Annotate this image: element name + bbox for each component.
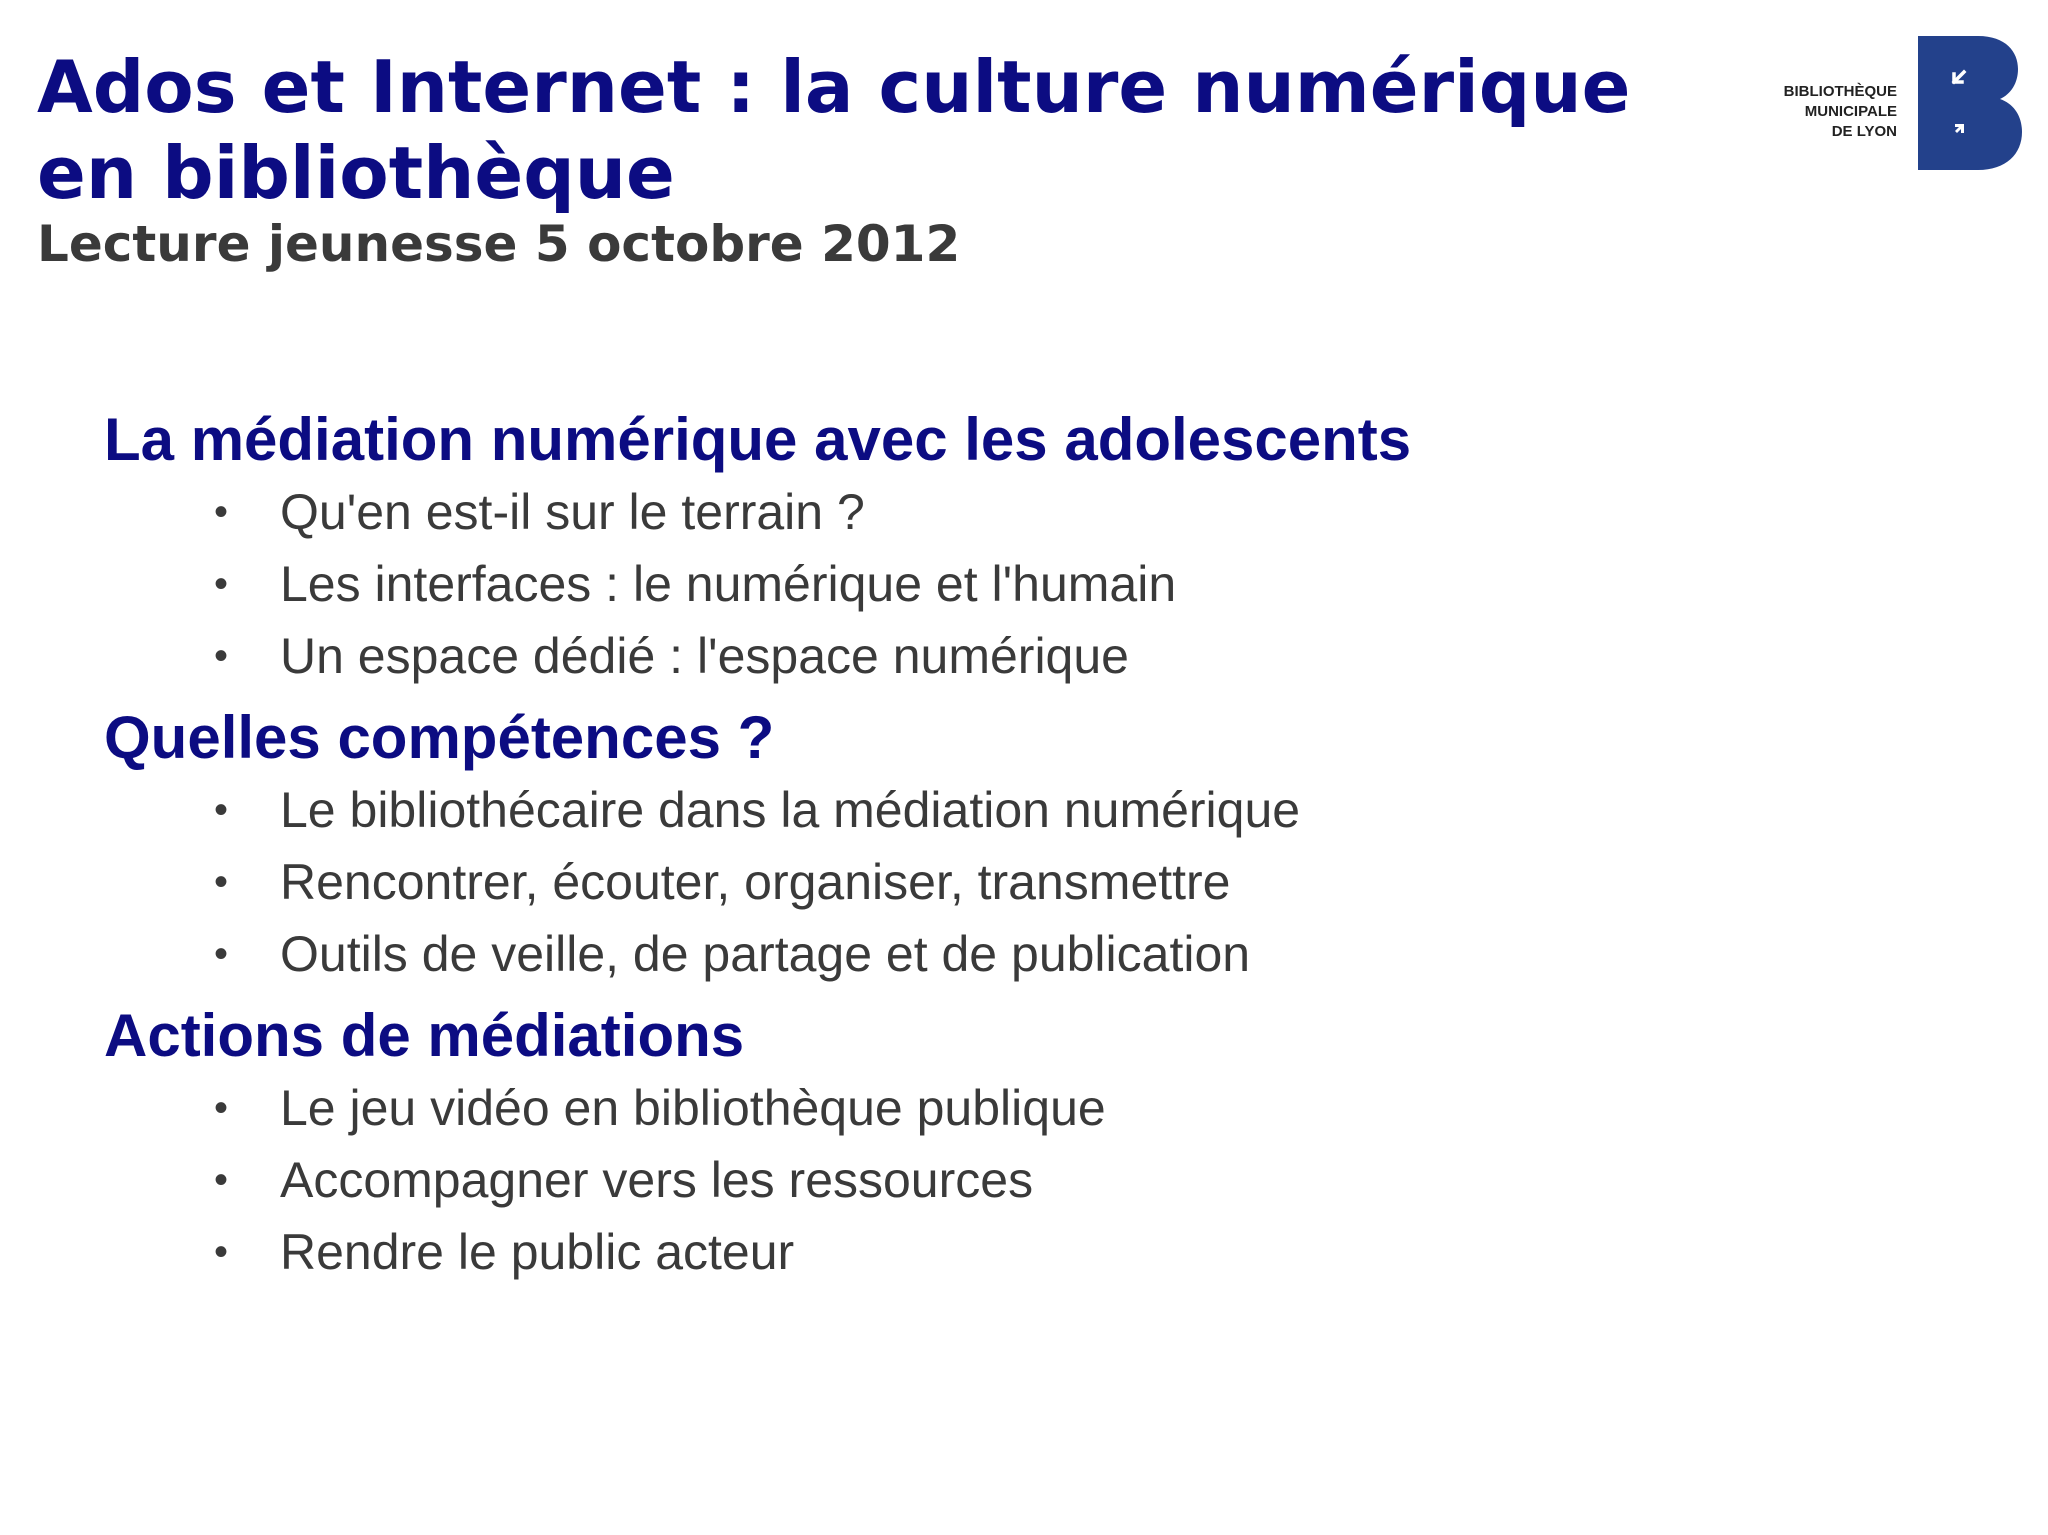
list-item-text: Accompagner vers les ressources xyxy=(280,1152,1034,1208)
bullet-icon: • xyxy=(214,1158,229,1202)
bullet-icon: • xyxy=(214,932,229,976)
bullet-icon: • xyxy=(214,562,229,606)
list-item xyxy=(104,1144,1904,1216)
bullet-icon: • xyxy=(214,1086,229,1130)
bullet-icon: • xyxy=(214,1230,229,1274)
list-item xyxy=(104,1072,1904,1144)
logo-text-line-1: BIBLIOTHÈQUE xyxy=(1783,83,1897,100)
bullet-icon: • xyxy=(214,788,229,832)
list-item-text: Le bibliothécaire dans la médiation numérique xyxy=(280,782,1301,838)
list-item xyxy=(104,774,1904,846)
section-heading-actions: Actions de médiations xyxy=(104,1002,745,1069)
list-item xyxy=(104,620,1904,692)
slide-title-line-1: Ados et Internet : la culture numérique xyxy=(37,45,1631,129)
slide-title xyxy=(37,44,1717,216)
list-item-text: Un espace dédié : l'espace numérique xyxy=(280,628,1129,684)
bullet-icon: • xyxy=(214,860,229,904)
bullet-list-competences xyxy=(104,774,1904,990)
logo-text-line-2: MUNICIPALE xyxy=(1804,103,1897,120)
list-item-text: Rencontrer, écouter, organiser, transmettre xyxy=(280,854,1231,910)
slide-content xyxy=(104,404,1904,1298)
list-item xyxy=(104,548,1904,620)
library-logo xyxy=(1760,36,2022,170)
bullet-icon: • xyxy=(214,634,229,678)
logo-text-line-3: DE LYON xyxy=(1831,123,1897,140)
list-item xyxy=(104,846,1904,918)
list-item-text: Qu'en est-il sur le terrain ? xyxy=(280,484,865,540)
slide-subtitle: Lecture jeunesse 5 octobre 2012 xyxy=(37,215,961,273)
logo-text xyxy=(1784,82,1897,142)
list-item xyxy=(104,1216,1904,1288)
section-heading-mediation: La médiation numérique avec les adolescents xyxy=(104,406,1412,473)
bullet-list-actions xyxy=(104,1072,1904,1288)
list-item-text: Rendre le public acteur xyxy=(280,1224,795,1280)
list-item-text: Le jeu vidéo en bibliothèque publique xyxy=(280,1080,1106,1136)
bullet-icon: • xyxy=(214,490,229,534)
slide-title-line-2: en bibliothèque xyxy=(37,131,675,215)
list-item xyxy=(104,476,1904,548)
bullet-list-mediation xyxy=(104,476,1904,692)
section-heading-competences: Quelles compétences ? xyxy=(104,704,775,771)
list-item xyxy=(104,918,1904,990)
list-item-text: Outils de veille, de partage et de publication xyxy=(280,926,1251,982)
list-item-text: Les interfaces : le numérique et l'humain xyxy=(280,556,1177,612)
library-logo-icon xyxy=(1918,36,2022,170)
